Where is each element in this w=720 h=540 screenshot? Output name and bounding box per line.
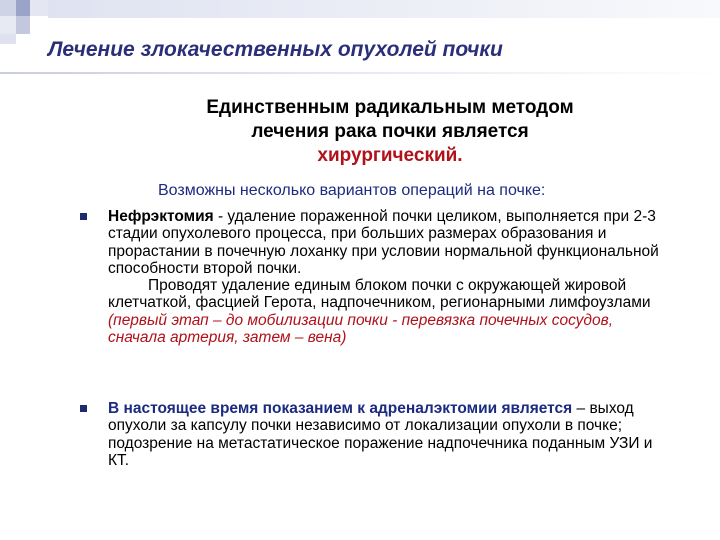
decor-square [16,0,30,16]
bullet-item-adrenalectomy [108,400,672,469]
bullet-para2-note: (первый этап – до мобилизации почки - перевязка почечных сосудов, сначала артерия, затем – вена) [108,311,614,347]
decor-square [16,16,30,34]
title-divider [0,72,720,74]
slide-title: Лечение злокачественных опухолей почки [48,38,503,61]
bullet-text: – выход опухоли за капсулу почки независимо от локализации опухоли в почке; подозрение на метастатическое поражение надпочечника поданным УЗИ и КТ. [108,400,653,469]
bullet-term: В настоящее время показанием к адреналэктомии является [108,400,573,417]
bullet-para2-text: Проводят удаление единым блоком почки с окружающей жировой клетчаткой, фасцией Герота, надпочечником, регионарными лимфоузлами [108,277,651,312]
square-bullet-icon [80,213,87,220]
bullet-paragraph [108,277,672,346]
lead-line: лечения рака почки является [251,121,529,142]
bullet-text: - удаление пораженной почки целиком, выполняется при 2-3 стадии опухолевого процесса, при больших размерах образования и прорастании в почечную лоханку при условии нормальной функциональной способности второй почки. [108,208,659,277]
square-bullet-icon [80,405,87,412]
lead-highlight: хирургический. [317,145,463,166]
decor-square [0,0,16,16]
lead-statement [150,96,630,168]
decor-square [0,34,16,44]
lead-line: Единственным радикальным методом [206,97,574,118]
decor-square [30,0,48,16]
bullet-term: Нефрэктомия [108,208,214,225]
decor-square [0,16,16,34]
bullet-item-nephrectomy [108,208,672,346]
intro-text: Возможны несколько вариантов операций на почке: [158,182,546,199]
top-decor-bar [48,0,720,18]
